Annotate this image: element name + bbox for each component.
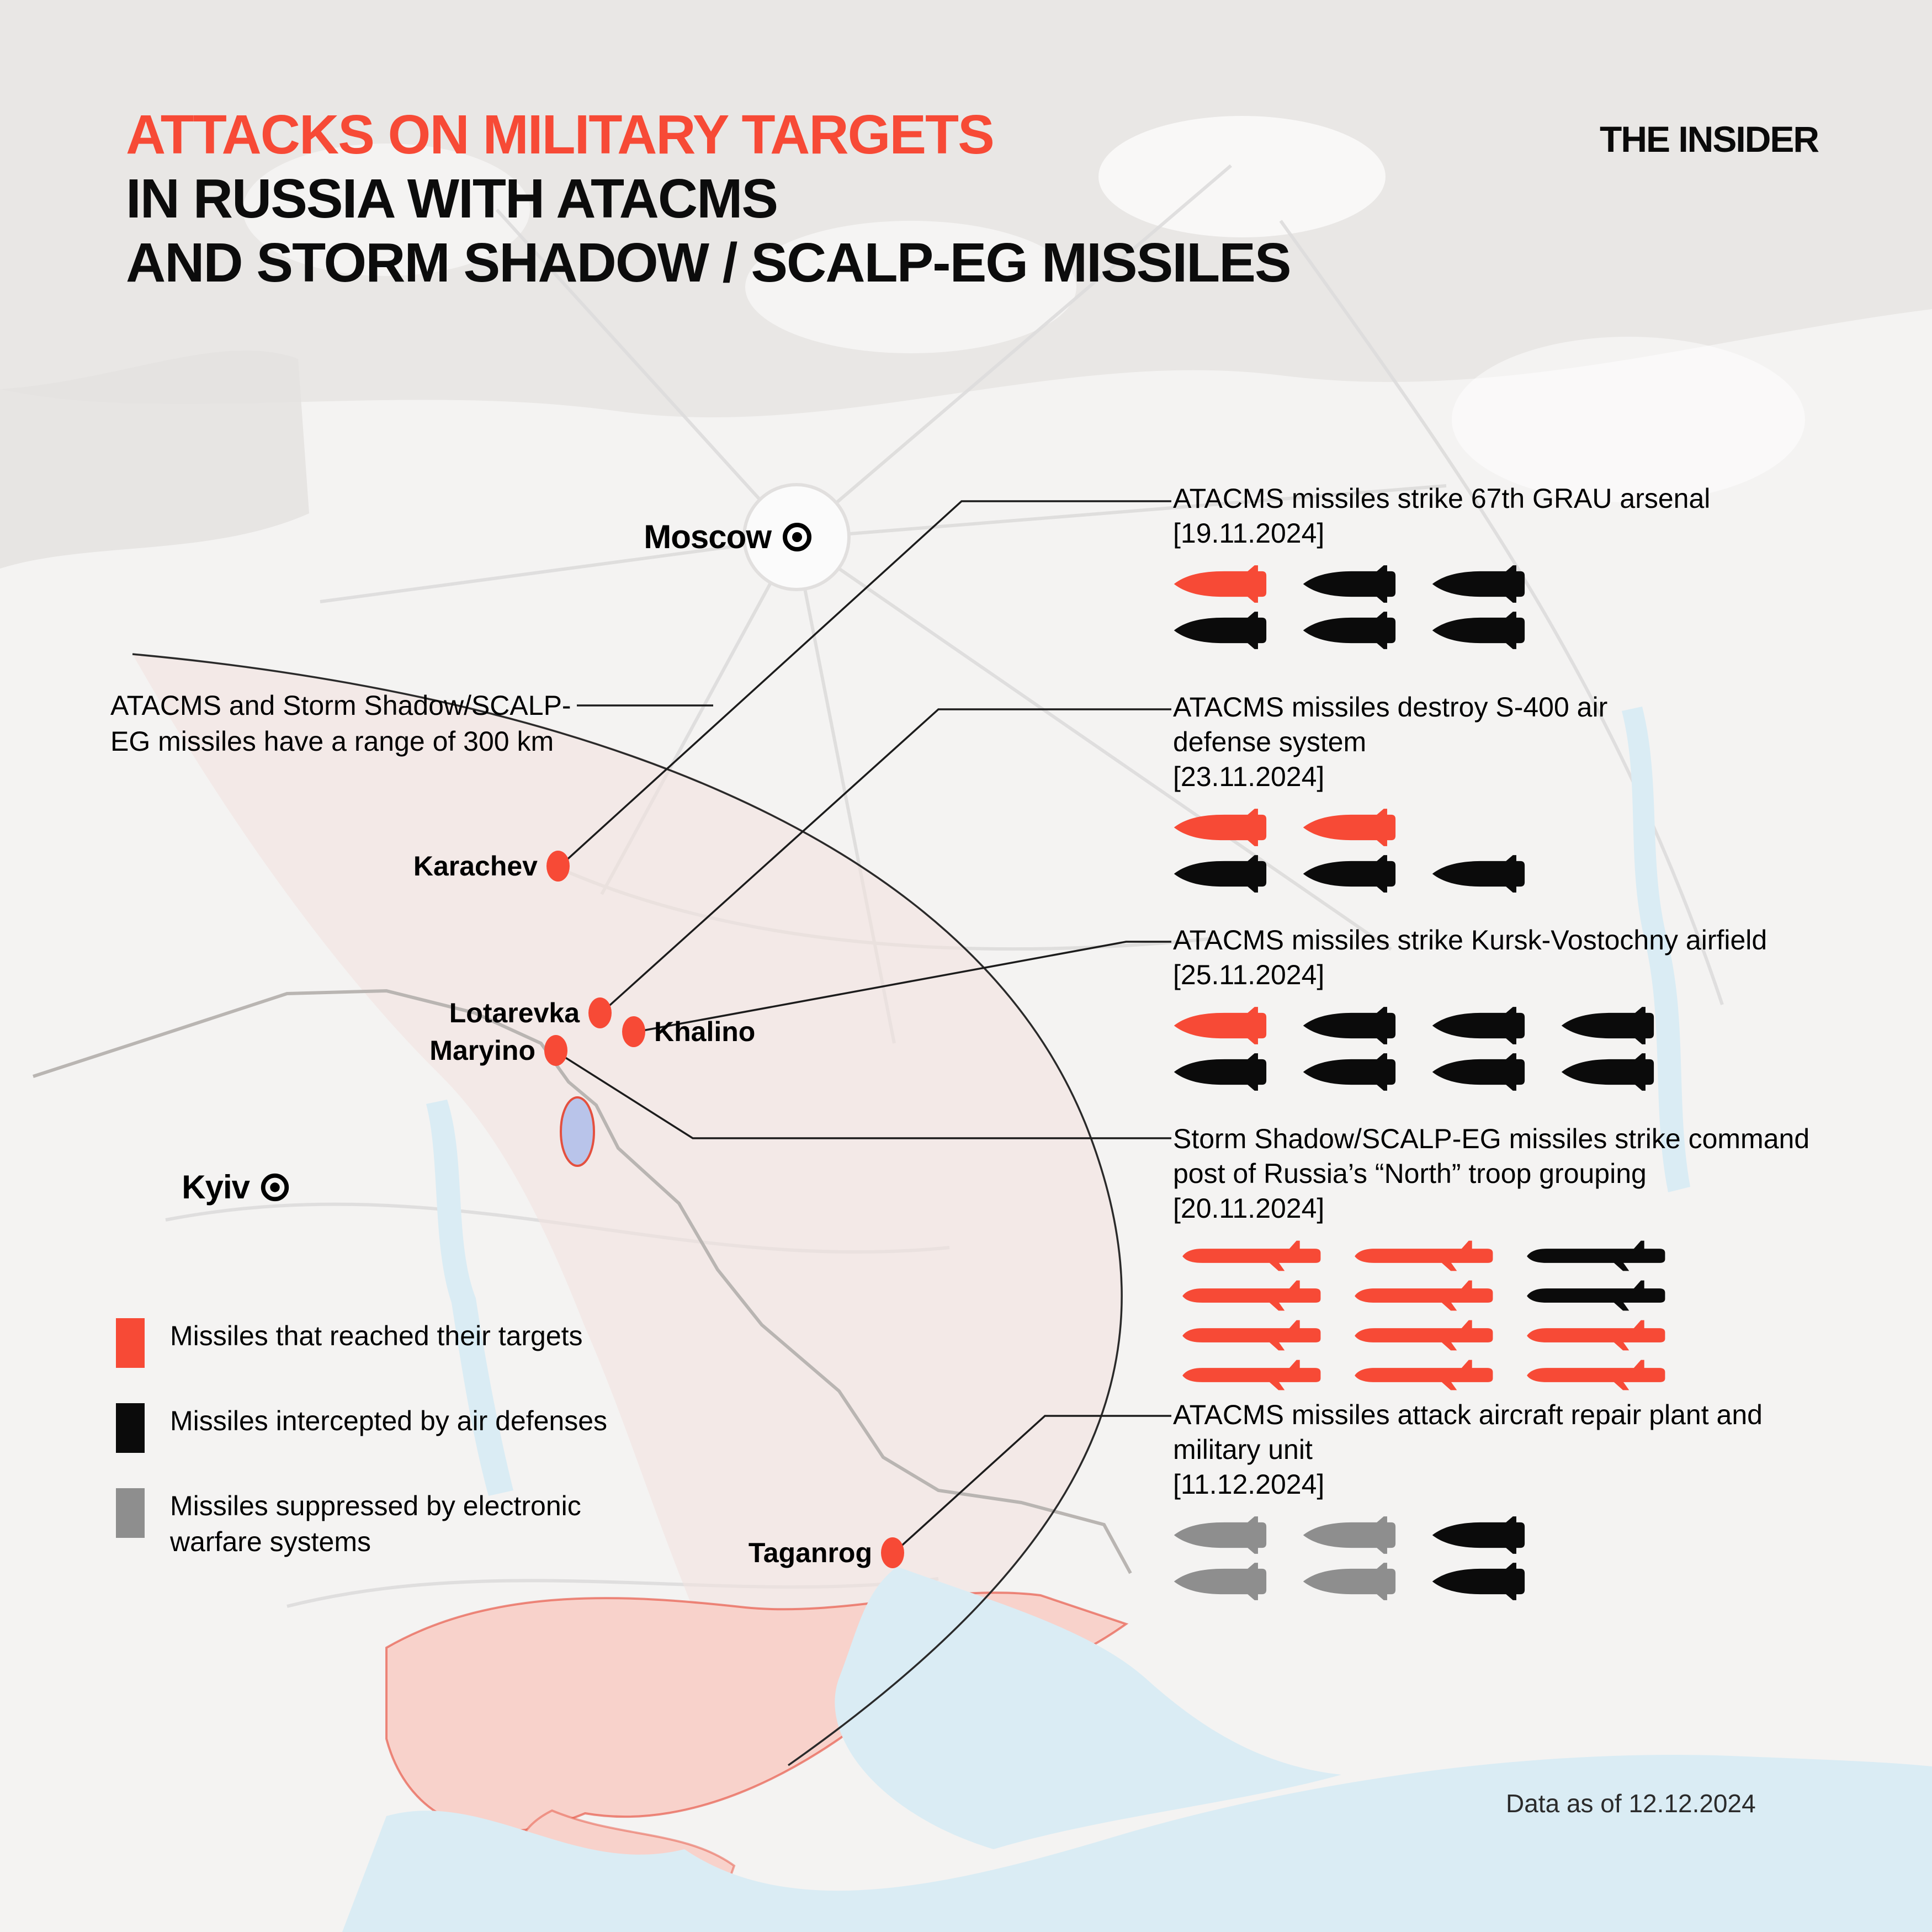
missile-row — [1173, 808, 1615, 847]
incursion-zone — [561, 1097, 594, 1166]
title-line-2: IN RUSSIA WITH ATACMS — [126, 168, 778, 230]
city-lotarevka — [449, 997, 612, 1029]
atacms-missile-icon — [1431, 564, 1530, 604]
city-label: Maryino — [429, 1035, 535, 1066]
legend-label: Missiles suppressed by electronic warfare systems — [170, 1490, 581, 1557]
cruise-missile-icon — [1173, 1279, 1332, 1312]
annotation-kursk-vostochny — [1173, 923, 1869, 1092]
atacms-missile-icon — [1173, 611, 1271, 650]
target-dot-icon — [622, 1016, 645, 1047]
annotation-title: ATACMS missiles attack aircraft repair plant and military unit — [1173, 1399, 1763, 1465]
atacms-missile-icon — [1561, 1006, 1659, 1045]
target-dot-icon — [588, 997, 612, 1028]
legend-item — [116, 1403, 645, 1453]
missile-row — [1173, 611, 1891, 650]
missile-grid — [1173, 1239, 1835, 1392]
legend-label: Missiles that reached their targets — [170, 1320, 583, 1351]
annotation-date: [11.12.2024] — [1173, 1469, 1325, 1500]
cruise-missile-icon — [1345, 1319, 1504, 1352]
city-moscow — [644, 518, 814, 556]
target-dot-icon — [546, 851, 570, 882]
cruise-missile-icon — [1173, 1319, 1332, 1352]
missile-row — [1173, 1562, 1780, 1601]
atacms-missile-icon — [1302, 1562, 1400, 1601]
range-note: ATACMS and Storm Shadow/SCALP-EG missiles have a range of 300 km — [110, 690, 571, 757]
city-label: Kyiv — [182, 1169, 250, 1206]
missile-row — [1173, 854, 1615, 894]
missile-row — [1173, 1319, 1835, 1352]
cruise-missile-icon — [1345, 1279, 1504, 1312]
legend-item — [116, 1488, 645, 1560]
missile-row — [1173, 1052, 1869, 1092]
annotation-title: ATACMS missiles strike Kursk-Vostochny airfield — [1173, 925, 1768, 956]
city-label: Karachev — [413, 851, 538, 882]
missile-row — [1173, 1358, 1835, 1392]
brand-logo: THE INSIDER — [1600, 119, 1819, 160]
annotation-north-command-post — [1173, 1122, 1835, 1392]
atacms-missile-icon — [1173, 854, 1271, 894]
atacms-missile-icon — [1302, 1052, 1400, 1092]
annotation-date: [19.11.2024] — [1173, 518, 1325, 549]
atacms-missile-icon — [1561, 1052, 1659, 1092]
annotation-title: ATACMS missiles strike 67th GRAU arsenal — [1173, 483, 1711, 514]
legend-swatch-red — [116, 1318, 145, 1368]
cruise-missile-icon — [1517, 1239, 1676, 1272]
land-patch — [1452, 337, 1805, 502]
missile-grid — [1173, 1515, 1780, 1601]
atacms-missile-icon — [1431, 854, 1530, 894]
legend-swatch-black — [116, 1403, 145, 1453]
target-dot-icon — [544, 1035, 567, 1066]
annotation-date: [20.11.2024] — [1173, 1193, 1325, 1224]
atacms-missile-icon — [1431, 1515, 1530, 1555]
cruise-missile-icon — [1173, 1358, 1332, 1392]
missile-row — [1173, 1239, 1835, 1272]
atacms-missile-icon — [1302, 1006, 1400, 1045]
city-taganrog — [749, 1537, 904, 1569]
atacms-missile-icon — [1173, 808, 1271, 847]
city-maryino — [429, 1034, 567, 1066]
missile-grid — [1173, 808, 1615, 894]
annotation-title: ATACMS missiles destroy S-400 air defense system — [1173, 692, 1608, 757]
page-title — [126, 103, 1291, 295]
city-ring-icon — [780, 520, 814, 554]
missile-row — [1173, 1515, 1780, 1555]
legend-label: Missiles intercepted by air defenses — [170, 1405, 608, 1436]
missile-row — [1173, 1006, 1869, 1045]
atacms-missile-icon — [1431, 1006, 1530, 1045]
city-kyiv — [182, 1168, 291, 1206]
atacms-missile-icon — [1431, 1052, 1530, 1092]
annotation-date: [25.11.2024] — [1173, 959, 1325, 990]
missile-grid — [1173, 564, 1891, 650]
cruise-missile-icon — [1517, 1319, 1676, 1352]
city-label: Lotarevka — [449, 997, 580, 1028]
atacms-missile-icon — [1173, 1562, 1271, 1601]
atacms-missile-icon — [1431, 611, 1530, 650]
atacms-missile-icon — [1431, 1562, 1530, 1601]
annotation-grau-arsenal — [1173, 481, 1891, 650]
data-note: Data as of 12.12.2024 — [1506, 1789, 1756, 1818]
annotation-s400 — [1173, 690, 1615, 894]
annotation-title: Storm Shadow/SCALP-EG missiles strike command post of Russia’s “North” troop grouping — [1173, 1123, 1810, 1189]
atacms-missile-icon — [1302, 611, 1400, 650]
atacms-missile-icon — [1302, 564, 1400, 604]
cruise-missile-icon — [1345, 1358, 1504, 1392]
atacms-missile-icon — [1302, 854, 1400, 894]
missile-row — [1173, 1279, 1835, 1312]
annotation-aircraft-repair-plant — [1173, 1398, 1780, 1601]
atacms-missile-icon — [1302, 808, 1400, 847]
city-label: Khalino — [654, 1016, 756, 1047]
cruise-missile-icon — [1345, 1239, 1504, 1272]
missile-grid — [1173, 1006, 1869, 1092]
cruise-missile-icon — [1517, 1279, 1676, 1312]
atacms-missile-icon — [1173, 1006, 1271, 1045]
city-ring-icon — [258, 1171, 291, 1204]
title-line-3: AND STORM SHADOW / SCALP-EG MISSILES — [126, 232, 1291, 294]
title-line-1: ATTACKS ON MILITARY TARGETS — [126, 104, 994, 166]
annotation-date: [23.11.2024] — [1173, 761, 1325, 792]
cruise-missile-icon — [1517, 1358, 1676, 1392]
cruise-missile-icon — [1173, 1239, 1332, 1272]
atacms-missile-icon — [1173, 1052, 1271, 1092]
city-label: Moscow — [644, 518, 771, 555]
atacms-missile-icon — [1173, 564, 1271, 604]
target-dot-icon — [881, 1537, 904, 1568]
city-label: Taganrog — [748, 1537, 872, 1568]
city-khalino — [622, 1016, 755, 1048]
legend-swatch-gray — [116, 1488, 145, 1538]
atacms-missile-icon — [1302, 1515, 1400, 1555]
city-karachev — [413, 850, 570, 882]
missile-row — [1173, 564, 1891, 604]
legend-item — [116, 1318, 645, 1368]
legend — [116, 1318, 645, 1560]
atacms-missile-icon — [1173, 1515, 1271, 1555]
